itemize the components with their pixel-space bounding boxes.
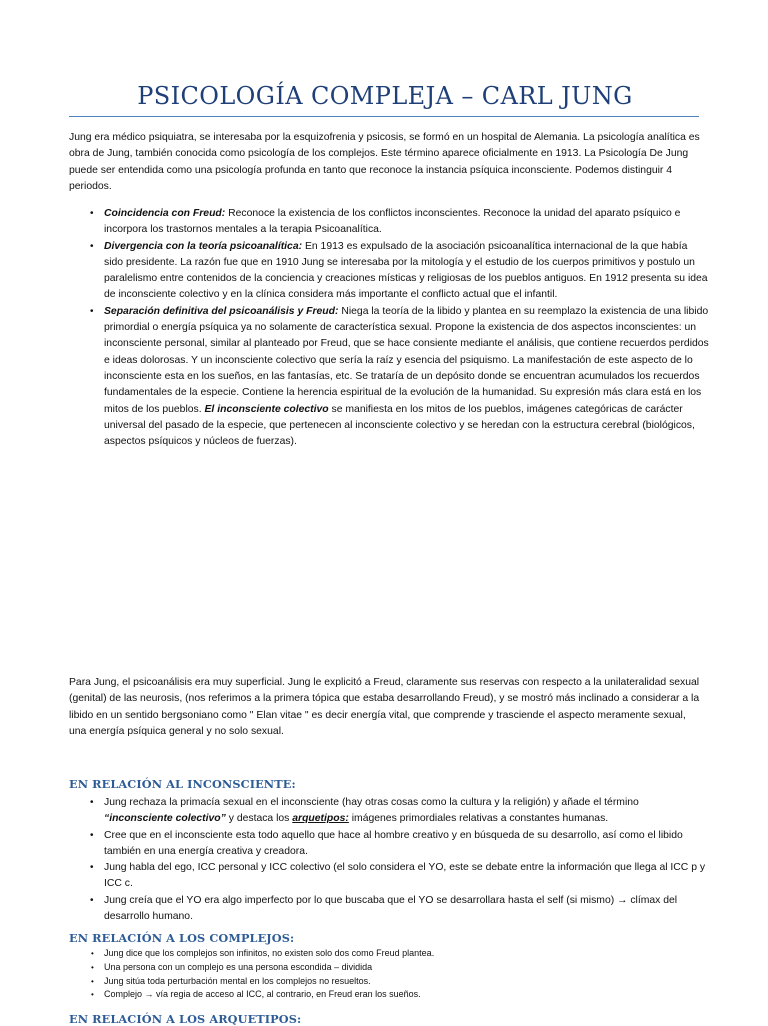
list-item: [69, 828, 709, 861]
item-text: Cree que en el inconsciente esta todo aquello que hace al hombre creativo y en búsqueda de su desarrollo, así como el libido también en una energía creativa y creadora.: [104, 829, 683, 857]
period-text-after: se manifiesta en los mitos de los pueblos, imágenes categóricas de carácter universal del pasado de la especie, que pertenecen al inconsciente colectivo y se heredan con la estructura cerebral (biológicos, aspectos psíquicos y núcleos de fuerzas).: [104, 403, 695, 448]
period-text: Reconoce la existencia de los conflictos inconscientes. Reconoce la unidad del aparato psíquico e incorpora los trastornos mentales a la terapia Psicoanalítica.: [104, 208, 681, 236]
item-text: Jung rechaza la primacía sexual en el inconsciente (hay otras cosas como la cultura y la religión) y añade el término: [104, 797, 639, 808]
period-text: En 1913 es expulsado de la asociación psicoanalítica internacional de la que había sido presidente. La razón fue que en 1910 Jung se interesaba por la mitología y el estudio de los cuerpos primitivos y postulo un paralelismo entre contenidos de la conciencia y creaciones místicas y religiosas de los pueblos antiguos. En 1912 presenta su idea de inconsciente colectivo y en la clínica considera más importante el conflicto actual que el infantil.: [104, 240, 708, 301]
periods-list: [69, 206, 709, 450]
bullet-icon: •: [90, 208, 94, 219]
inline-term: “inconsciente colectivo”: [104, 813, 226, 825]
inline-term-underlined: arquetipos:: [292, 813, 349, 825]
title-underline: [69, 116, 699, 117]
list-item: [69, 975, 709, 989]
list-item: [69, 206, 709, 239]
page-title: PSICOLOGÍA COMPLEJA – CARL JUNG: [137, 82, 633, 110]
section-heading-complejos: EN RELACIÓN A LOS COMPLEJOS:: [69, 931, 295, 945]
bullet-icon: •: [91, 962, 94, 972]
list-item: [69, 961, 709, 975]
bullet-icon: •: [90, 862, 94, 874]
period-text: Niega la teoría de la libido y plantea en su reemplazo la existencia de una libido primordial o energía psíquica ya no solamente de característica sexual. Propone la existencia de dos aspectos inconscientes: un inconsciente personal, similar al planteado por Freud, que se hace consiente mediante el análisis, que contiene recuerdos perdidos e ideas dolorosas. Y un inconsciente colectivo que sería la raíz y esencia del psiquismo. La manifestación de este aspecto de lo inconsciente esta en los sueños, en las fantasías, etc. Se trataría de un depósito donde se encuentran acumulados los recuerdos fundamentales de la especie. Contiene la herencia espiritual de la evolución de la humanidad. Su expresión más clara está en los mitos de los pueblos.: [104, 305, 709, 415]
inconsciente-list: [69, 795, 709, 925]
inline-term: El inconsciente colectivo: [204, 403, 329, 415]
item-text: Complejo → vía regia de acceso al ICC, al contrario, en Freud eran los sueños.: [104, 989, 421, 1000]
period-label: Divergencia con la teoría psicoanalítica:: [104, 240, 303, 252]
bullet-icon: •: [90, 797, 94, 808]
item-text: Jung creía que el YO era algo imperfecto por lo que buscaba que el YO se desarrollara hasta el self (si mismo) → clímax del desarrollo humano.: [104, 894, 678, 923]
list-item: [69, 947, 709, 961]
list-item: [69, 795, 709, 828]
list-item: [69, 304, 709, 451]
bullet-icon: •: [91, 949, 94, 958]
list-item: [69, 239, 709, 304]
list-item: [69, 893, 709, 926]
bullet-icon: •: [90, 240, 94, 252]
bullet-icon: •: [90, 305, 94, 317]
item-text: Una persona con un complejo es una persona escondida – dividida: [104, 961, 373, 972]
intro-paragraph: Jung era médico psiquiatra, se interesaba por la esquizofrenia y psicosis, se formó en un hospital de Alemania. La psicología analítica es obra de Jung, también conocida como psicología de los complejos. Este término aparece oficialmente en 1913. La Psicología De Jung puede ser entendida como una psicología profunda en tanto que reconoce la instancia psíquica inconsciente. Podemos distinguir 4 periodos.: [69, 132, 700, 192]
item-text: imágenes primordiales relativas a constantes humanas.: [348, 813, 609, 825]
list-item: [69, 860, 709, 893]
period-label: Separación definitiva del psicoanálisis y Freud:: [104, 305, 339, 317]
section-heading-inconsciente: EN RELACIÓN AL INCONSCIENTE:: [69, 777, 296, 791]
period-label: Coincidencia con Freud:: [104, 208, 226, 219]
bullet-icon: •: [91, 976, 94, 986]
bullet-icon: •: [90, 894, 94, 906]
item-text: Jung dice que los complejos son infinitos, no existen solo dos como Freud plantea.: [104, 948, 435, 958]
bullet-icon: •: [90, 829, 94, 841]
section-heading-arquetipos: EN RELACIÓN A LOS ARQUETIPOS:: [69, 1012, 302, 1026]
bullet-icon: •: [91, 990, 94, 1000]
list-item: [69, 988, 709, 1002]
freud-paragraph: Para Jung, el psicoanálisis era muy superficial. Jung le explicitó a Freud, claramente sus reservas con respecto a la unilateralidad sexual (genital) de las neurosis, (nos referimos a la primera tópica que estaba desarrollando Freud), y se mostró más inclinado a considerar a la libido en un sentido bergsoniano como " Elan vitae " es decir energía vital, que comprende y trasciende el aspecto meramente sexual, una energía psíquica general y no solo sexual.: [69, 677, 700, 737]
complejos-list: [69, 947, 709, 1002]
item-text: Jung habla del ego, ICC personal y ICC colectivo (el solo considera el YO, este se debate entre la información que llega al ICC p y ICC c.: [104, 862, 706, 890]
item-text: Jung sitúa toda perturbación mental en los complejos no resueltos.: [104, 975, 371, 986]
item-text: y destaca los: [225, 813, 293, 825]
